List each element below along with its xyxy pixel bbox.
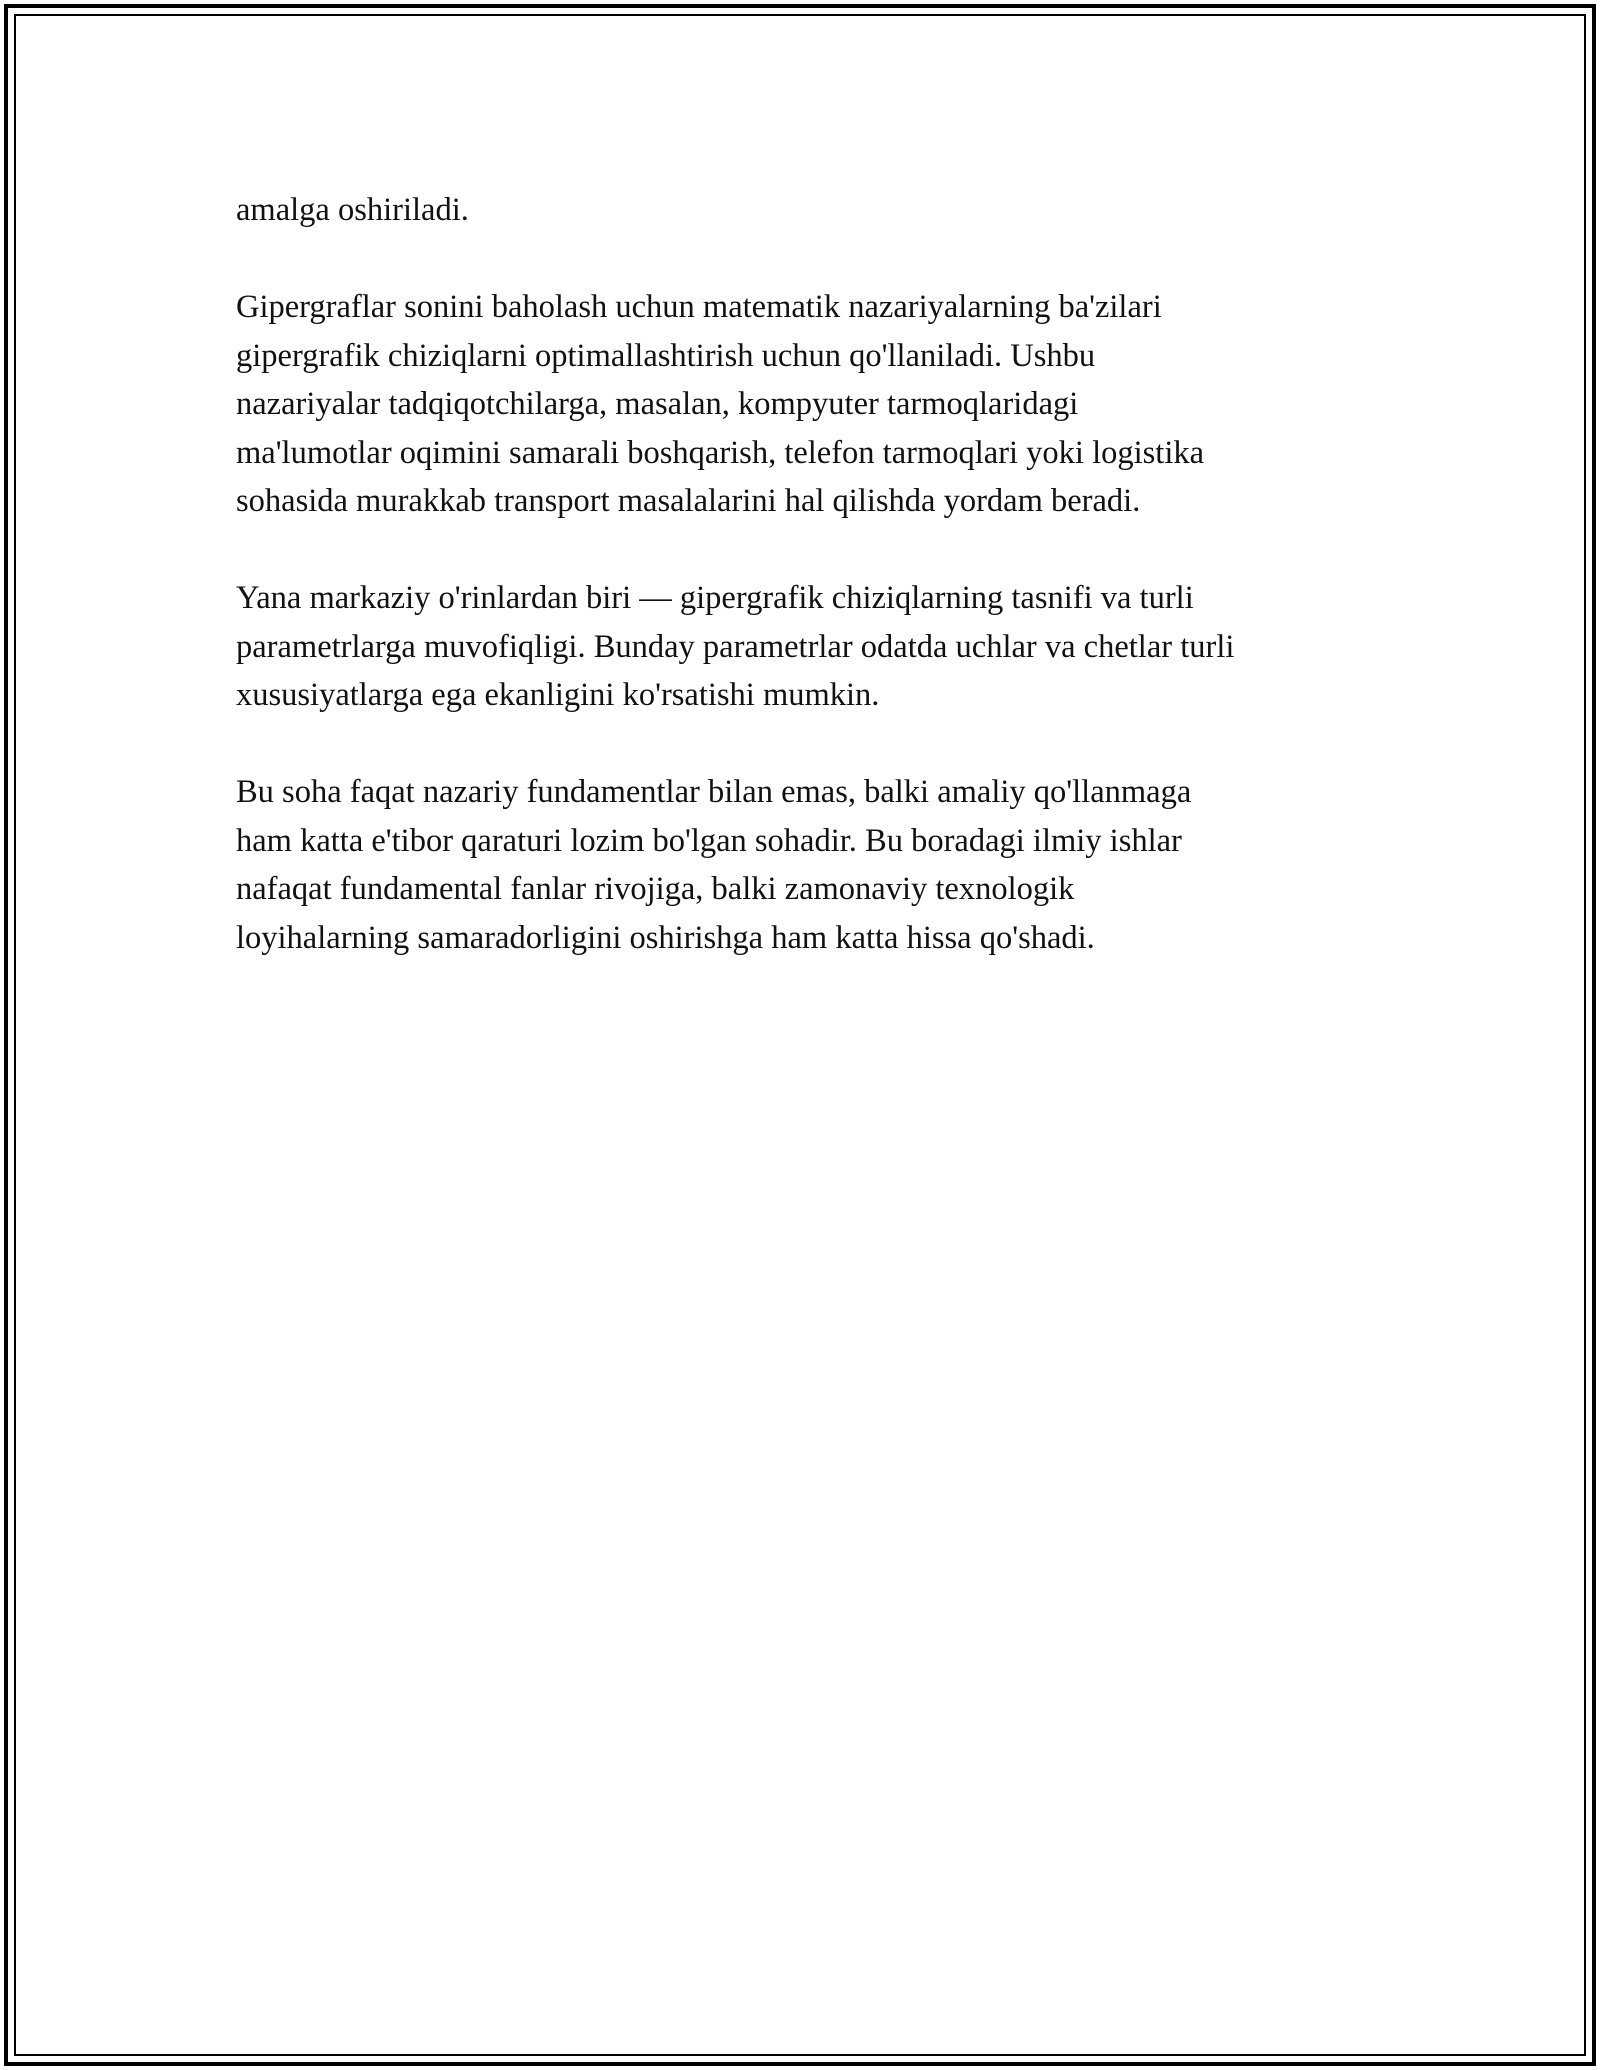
- text-line: Bu soha faqat nazariy fundamentlar bilan emas, balki amaliy qo'llanmaga: [236, 774, 1192, 810]
- paragraph-2: [236, 283, 1386, 526]
- text-line: nafaqat fundamental fanlar rivojiga, balki zamonaviy texnologik: [236, 871, 1075, 907]
- paragraph-1: [236, 186, 1386, 235]
- document-body: [236, 186, 1386, 1011]
- text-line: Gipergraflar sonini baholash uchun matematik nazariyalarning ba'zilari: [236, 289, 1162, 325]
- text-line: amalga oshiriladi.: [236, 192, 469, 228]
- text-line: xususiyatlarga ega ekanligini ko'rsatishi mumkin.: [236, 677, 880, 713]
- text-line: gipergrafik chiziqlarni optimallashtirish uchun qo'llaniladi. Ushbu: [236, 337, 1096, 374]
- text-line: ma'lumotlar oqimini samarali boshqarish, telefon tarmoqlari yoki logistika: [236, 434, 1205, 471]
- text-line: nazariyalar tadqiqotchilarga, masalan, kompyuter tarmoqlaridagi: [236, 386, 1079, 422]
- text-line: sohasida murakkab transport masalalarini hal qilishda yordam beradi.: [236, 483, 1141, 519]
- text-line: loyihalarning samaradorligini oshirishga ham katta hissa qo'shadi.: [236, 919, 1095, 956]
- text-line: Yana markaziy o'rinlardan biri — gipergrafik chiziqlarning tasnifi va turli: [236, 580, 1194, 616]
- paragraph-4: [236, 768, 1386, 962]
- text-line: parametrlarga muvofiqligi. Bunday parametrlar odatda uchlar va chetlar turli: [236, 628, 1235, 665]
- text-line: ham katta e'tibor qaraturi lozim bo'lgan sohadir. Bu boradagi ilmiy ishlar: [236, 822, 1182, 859]
- paragraph-3: [236, 574, 1386, 720]
